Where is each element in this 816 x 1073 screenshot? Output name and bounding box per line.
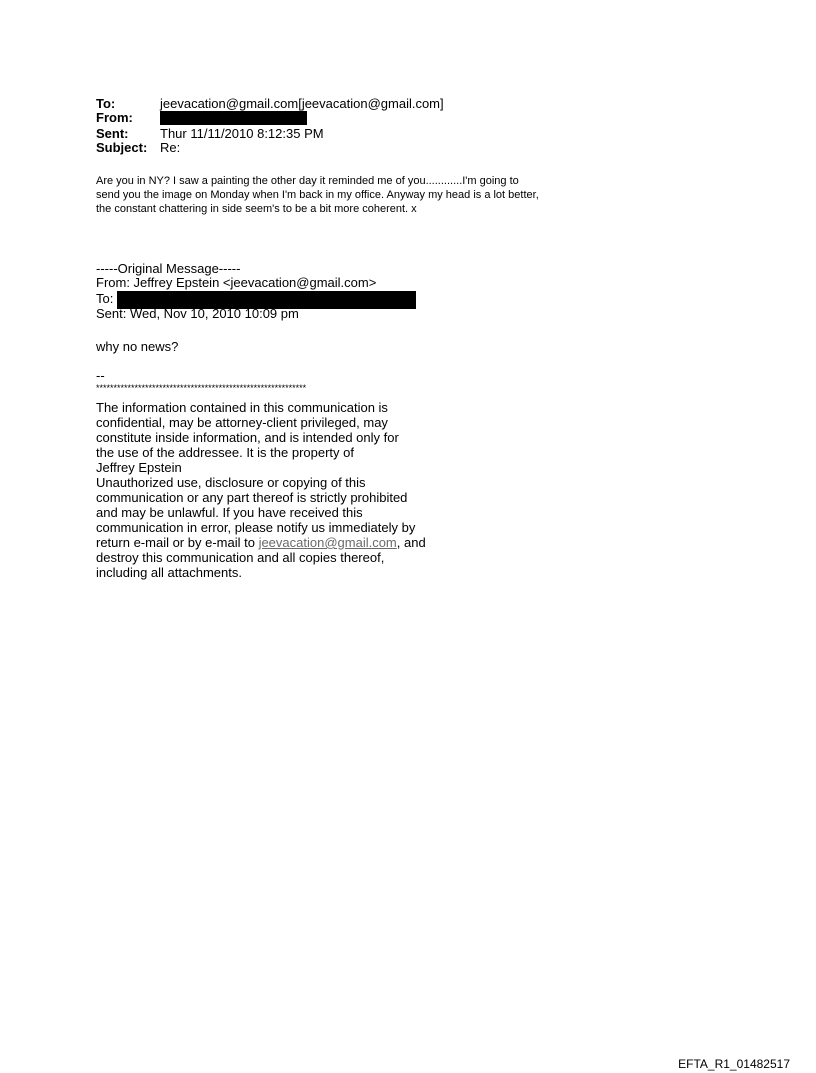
disclaimer-line: communication or any part thereof is strictly prohibited	[96, 490, 408, 505]
disclaimer-line: confidential, may be attorney-client privileged, may	[96, 415, 388, 430]
disclaimer-line: the use of the addressee. It is the property of	[96, 445, 354, 460]
subject-label: Subject:	[96, 140, 148, 155]
disclaimer-line: communication in error, please notify us immediately by	[96, 520, 416, 535]
document-id: EFTA_R1_01482517	[678, 1057, 790, 1071]
disclaimer-line: Unauthorized use, disclosure or copying of this	[96, 475, 366, 490]
original-message-text: why no news?	[96, 339, 179, 354]
disclaimer-line: The information contained in this communication is	[96, 400, 388, 415]
to-value: jeevacation@gmail.com[jeevacation@gmail.com]	[160, 96, 444, 111]
from-label: From:	[96, 110, 133, 125]
original-separator: -----Original Message-----	[96, 261, 241, 276]
to-label: To:	[96, 96, 116, 111]
sent-value: Thur 11/11/2010 8:12:35 PM	[160, 126, 324, 141]
signature-stars: ************************************************************	[96, 383, 307, 393]
signature-dash: --	[96, 368, 105, 383]
disclaimer-line: and may be unlawful. If you have received this	[96, 505, 363, 520]
disclaimer-line: Jeffrey Epstein	[96, 460, 182, 475]
disclaimer-link-prefix: return e-mail or by e-mail to	[96, 535, 259, 550]
subject-value: Re:	[160, 140, 181, 155]
disclaimer-line: destroy this communication and all copies thereof,	[96, 550, 385, 565]
body-line: Are you in NY? I saw a painting the other day it reminded me of you............I'm going to	[96, 175, 519, 187]
original-sent: Sent: Wed, Nov 10, 2010 10:09 pm	[96, 306, 299, 321]
sent-label: Sent:	[96, 126, 129, 141]
disclaimer-link-line	[96, 535, 426, 550]
from-redaction	[160, 111, 307, 125]
email-link[interactable]: jeevacation@gmail.com	[258, 535, 397, 550]
body-line: the constant chattering in side seem's to be a bit more coherent. x	[96, 203, 417, 215]
disclaimer-line: including all attachments.	[96, 565, 242, 580]
original-from: From: Jeffrey Epstein <jeevacation@gmail.com>	[96, 275, 377, 290]
original-to: To:	[96, 291, 114, 306]
disclaimer-link-suffix: , and	[396, 535, 426, 550]
body-line: send you the image on Monday when I'm back in my office. Anyway my head is a lot better,	[96, 189, 539, 201]
disclaimer-line: constitute inside information, and is intended only for	[96, 430, 399, 445]
